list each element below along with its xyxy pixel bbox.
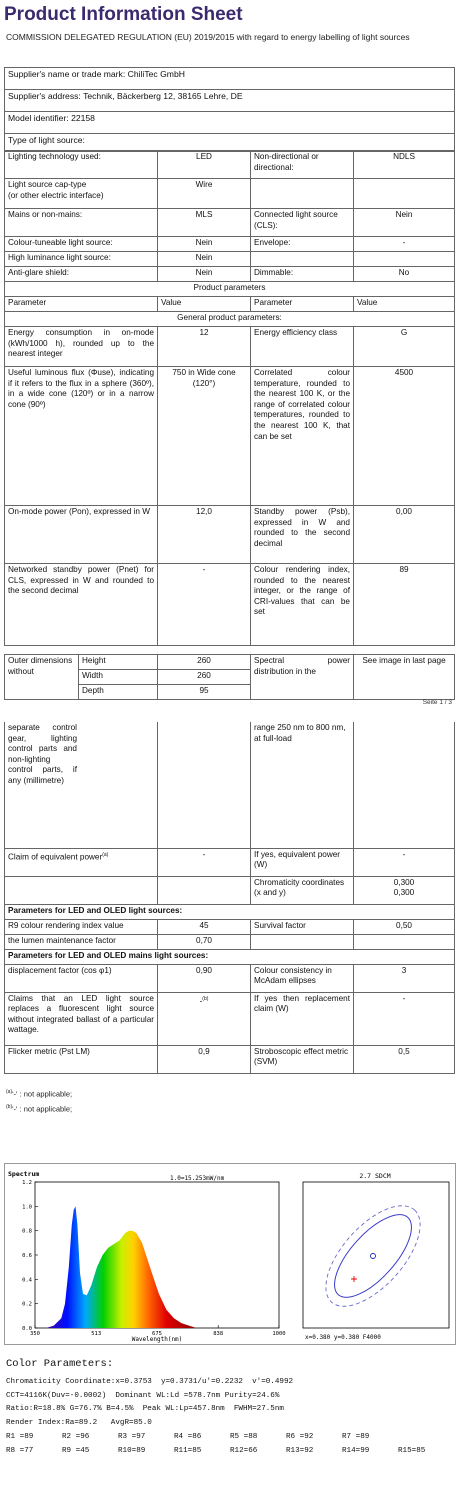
led-parameters-title: Parameters for LED and OLED light sources: (5, 904, 455, 919)
param-label: Connected light source (CLS): (251, 209, 354, 237)
footnote: $^{(b)}$'-' : not applicable; (6, 1103, 73, 1113)
type-row (5, 151, 455, 179)
param-value: - (354, 848, 455, 876)
param-value: Nein (354, 209, 455, 237)
param-value (354, 179, 455, 209)
column-header: Parameter (5, 297, 158, 312)
param-row (5, 367, 455, 506)
param-value: Nein (158, 237, 251, 252)
r-value: R5 =88 (230, 1433, 258, 1441)
r-value: R10=89 (118, 1447, 146, 1455)
param-value: 0,70 (158, 934, 251, 949)
r-value: R13=92 (286, 1447, 314, 1455)
sdcm-panel (303, 1182, 449, 1328)
param-row (5, 934, 455, 949)
regulation-text: COMMISSION DELEGATED REGULATION (EU) 2019/2015 with regard to energy labelling of light sources (6, 32, 410, 42)
r-value: R9 =45 (62, 1447, 90, 1455)
param-row (5, 848, 455, 876)
param-row (5, 919, 455, 934)
param-label: If yes, equivalent power (W) (251, 848, 354, 876)
y-tick-label: 0.2 (22, 1301, 32, 1308)
sdcm-title: 2.7 SDCM (359, 1172, 391, 1180)
param-value: Nein (158, 252, 251, 267)
param-value: Nein (158, 267, 251, 282)
param-label: Energy efficiency class (251, 327, 354, 367)
param-value: No (354, 267, 455, 282)
general-parameters-title: General product parameters: (5, 312, 455, 327)
param-label: Colour-tuneable light source: (5, 237, 158, 252)
param-row (5, 992, 455, 1045)
param-value: MLS (158, 209, 251, 237)
continued-table (4, 722, 455, 1074)
param-label: Dimmable: (251, 267, 354, 282)
param-label (251, 934, 354, 949)
param-label: Non-directional or directional: (251, 151, 354, 179)
param-label: Claims that an LED light source replaces a fluorescent light source without integrated ballast of a particular wattage. (5, 992, 158, 1045)
param-value: 0,5 (354, 1045, 455, 1073)
param-value: - (158, 848, 251, 876)
param-label: R9 colour rendering index value (5, 919, 158, 934)
ratio-line: Ratio:R=18.8% G=76.7% B=4.5% Peak WL:Lp=457.8nm FWHM=27.5nm (6, 1405, 284, 1413)
param-label: range 250 nm to 800 nm, at full-load (251, 722, 354, 848)
footnote: $^{(a)}$'-' : not applicable; (6, 1089, 73, 1099)
r-value: R1 =89 (6, 1433, 34, 1441)
param-label: Survival factor (251, 919, 354, 934)
param-label: Light source cap-type (or other electric interface) (5, 179, 158, 209)
page-1 (4, 4, 454, 43)
y-tick-label: 1.0 (22, 1204, 32, 1211)
x-axis-label: Wavelength(nm) (131, 1336, 183, 1343)
param-value: - (354, 237, 455, 252)
param-value: 0,300 0,300 (354, 876, 455, 904)
param-value (354, 934, 455, 949)
param-label: Lighting technology used: (5, 151, 158, 179)
type-row (5, 209, 455, 237)
model-identifier-row: Model identifier: 22158 (5, 112, 455, 134)
param-value: 0,50 (354, 919, 455, 934)
param-row (5, 876, 455, 904)
param-label: Stroboscopic effect metric (SVM) (251, 1045, 354, 1073)
param-value: See image in last page (354, 655, 455, 700)
x-tick-label: 1000 (272, 1331, 286, 1337)
dimension-value: 260 (158, 670, 251, 685)
param-label (5, 876, 158, 904)
continued-row (5, 722, 455, 848)
dimension-value: 260 (158, 655, 251, 670)
mains-parameters-title: Parameters for LED and OLED mains light sources: (5, 949, 455, 964)
param-value: LED (158, 151, 251, 179)
param-value: 0,00 (354, 506, 455, 564)
param-value: 0,9 (158, 1045, 251, 1073)
spectrum-figure (4, 1163, 456, 1345)
param-value: NDLS (354, 151, 455, 179)
param-row (5, 506, 455, 564)
type-row (5, 267, 455, 282)
param-label: Envelope: (251, 237, 354, 252)
outer-dimensions-table (4, 654, 455, 700)
param-value: - (158, 564, 251, 646)
param-label: Flicker metric (Pst LM) (5, 1045, 158, 1073)
type-row (5, 179, 455, 209)
param-value: 4500 (354, 367, 455, 506)
r-values-row-1 (6, 1430, 454, 1444)
x-tick-label: 350 (30, 1331, 40, 1337)
r-value: R2 =96 (62, 1433, 90, 1441)
param-label: displacement factor (cos φ1) (5, 964, 158, 992)
param-value: Wire (158, 179, 251, 209)
r-value: R4 =86 (174, 1433, 202, 1441)
param-value: 0,90 (158, 964, 251, 992)
param-label: Spectral power distribution in the (251, 655, 354, 700)
spectrum-annotation: 1.0=15.253mW/nm (170, 1175, 225, 1182)
param-label (251, 252, 354, 267)
param-label: Colour consistency in McAdam ellipses (251, 964, 354, 992)
param-label: separate control gear, lighting control parts and non-lighting control parts, if any (millimetre) (5, 722, 158, 848)
page-title: Product Information Sheet (4, 4, 243, 25)
spectrum-title: Spectrum (8, 1170, 40, 1178)
param-value: 12 (158, 327, 251, 367)
param-label: the lumen maintenance factor (5, 934, 158, 949)
type-table (4, 150, 455, 646)
y-tick-label: 0.8 (22, 1228, 32, 1235)
x-tick-label: 675 (152, 1331, 162, 1337)
param-label (251, 179, 354, 209)
page-number: Seite 1 / 3 (422, 699, 452, 706)
param-label: Anti-glare shield: (5, 267, 158, 282)
r-values-row-2 (6, 1444, 454, 1458)
r-value: R12=66 (230, 1447, 258, 1455)
param-label: Energy consumption in on-mode (kWh/1000 h), rounded up to the nearest integer (5, 327, 158, 367)
supplier-table (4, 67, 455, 152)
param-label: If yes then replacement claim (W) (251, 992, 354, 1045)
param-label: Claim of equivalent power$^{(a)}$ (5, 848, 158, 876)
render-index-line: Render Index:Ra=89.2 AvgR=85.0 (6, 1418, 152, 1427)
r-value: R14=99 (342, 1447, 370, 1455)
r-value: R3 =97 (118, 1433, 146, 1441)
dimension-name: Width (79, 670, 158, 685)
param-label: Chromaticity coordinates (x and y) (251, 876, 354, 904)
dimension-name: Depth (79, 685, 158, 700)
header-row (5, 297, 455, 312)
param-value (158, 876, 251, 904)
r-value: R8 =77 (6, 1447, 34, 1455)
param-value: 45 (158, 919, 251, 934)
param-row (5, 327, 455, 367)
spectrum-chart (5, 1164, 455, 1344)
param-label: Colour rendering index, rounded to the nearest integer, or the range of CRI-values that can be set (251, 564, 354, 646)
param-row (5, 964, 455, 992)
sdcm-coordinates: x=0.380 y=0.380 F4000 (305, 1334, 381, 1341)
dimension-value: 95 (158, 685, 251, 700)
cct-line: CCT=4116K(Duv=-0.0002) Dominant WL:Ld =578.7nm Purity=24.6% (6, 1391, 280, 1400)
param-value (354, 252, 455, 267)
y-tick-label: 0.4 (22, 1277, 32, 1284)
param-label: On-mode power (Pon), expressed in W (5, 506, 158, 564)
param-row (5, 564, 455, 646)
r-value: R15=85 (398, 1447, 426, 1455)
supplier-address-row: Supplier's address: Technik, Bäckerberg 12, 38165 Lehre, DE (5, 90, 455, 112)
param-value: 750 in Wide cone (120°) (158, 367, 251, 506)
r-value: R7 =89 (342, 1433, 370, 1441)
y-tick-label: 0.6 (22, 1253, 32, 1259)
param-value: 3 (354, 964, 455, 992)
column-header: Value (354, 297, 455, 312)
product-parameters-title: Product parameters (5, 282, 455, 297)
chromaticity-line: Chromaticity Coordinate:x=0.3753 y=0.3731/u'=0.2232 v'=0.4992 (6, 1378, 294, 1386)
param-value: G (354, 327, 455, 367)
light-source-type-heading: Type of light source: (5, 134, 455, 152)
y-tick-label: 1.2 (22, 1180, 32, 1186)
param-label: Useful luminous flux (Φuse), indicating if it refers to the flux in a sphere (360º), in a wide cone (120º) or in a narrow cone (90º) (5, 367, 158, 506)
supplier-name-row: Supplier's name or trade mark: ChiliTec GmbH (5, 68, 455, 90)
param-label: Correlated colour temperature, rounded to the nearest 100 K, or the range of correlated colour temperatures, rounded to the nearest 100 K, that can be set (251, 367, 354, 506)
param-label: Mains or non-mains: (5, 209, 158, 237)
x-tick-label: 838 (213, 1331, 224, 1337)
param-value: - (354, 992, 455, 1045)
y-tick-label: 0.0 (22, 1326, 32, 1332)
column-header: Value (158, 297, 251, 312)
type-row (5, 237, 455, 252)
color-parameters-title: Color Parameters: (6, 1358, 114, 1370)
color-parameters (6, 1358, 454, 1458)
param-value: 12,0 (158, 506, 251, 564)
param-label: High luminance light source: (5, 252, 158, 267)
param-value: -$^{(b)}$ (158, 992, 251, 1045)
column-header: Parameter (251, 297, 354, 312)
x-tick-label: 513 (91, 1331, 102, 1337)
r-value: R11=85 (174, 1447, 202, 1455)
param-row (5, 1045, 455, 1073)
outer-dimensions-label: Outer dimensions without (5, 655, 79, 700)
dimension-name: Height (79, 655, 158, 670)
footnotes (6, 1086, 72, 1115)
param-value: 89 (354, 564, 455, 646)
type-row (5, 252, 455, 267)
r-value: R6 =92 (286, 1433, 314, 1441)
param-label: Standby power (Psb), expressed in W and rounded to the second decimal (251, 506, 354, 564)
param-label: Networked standby power (Pnet) for CLS, expressed in W and rounded to the second decimal (5, 564, 158, 646)
